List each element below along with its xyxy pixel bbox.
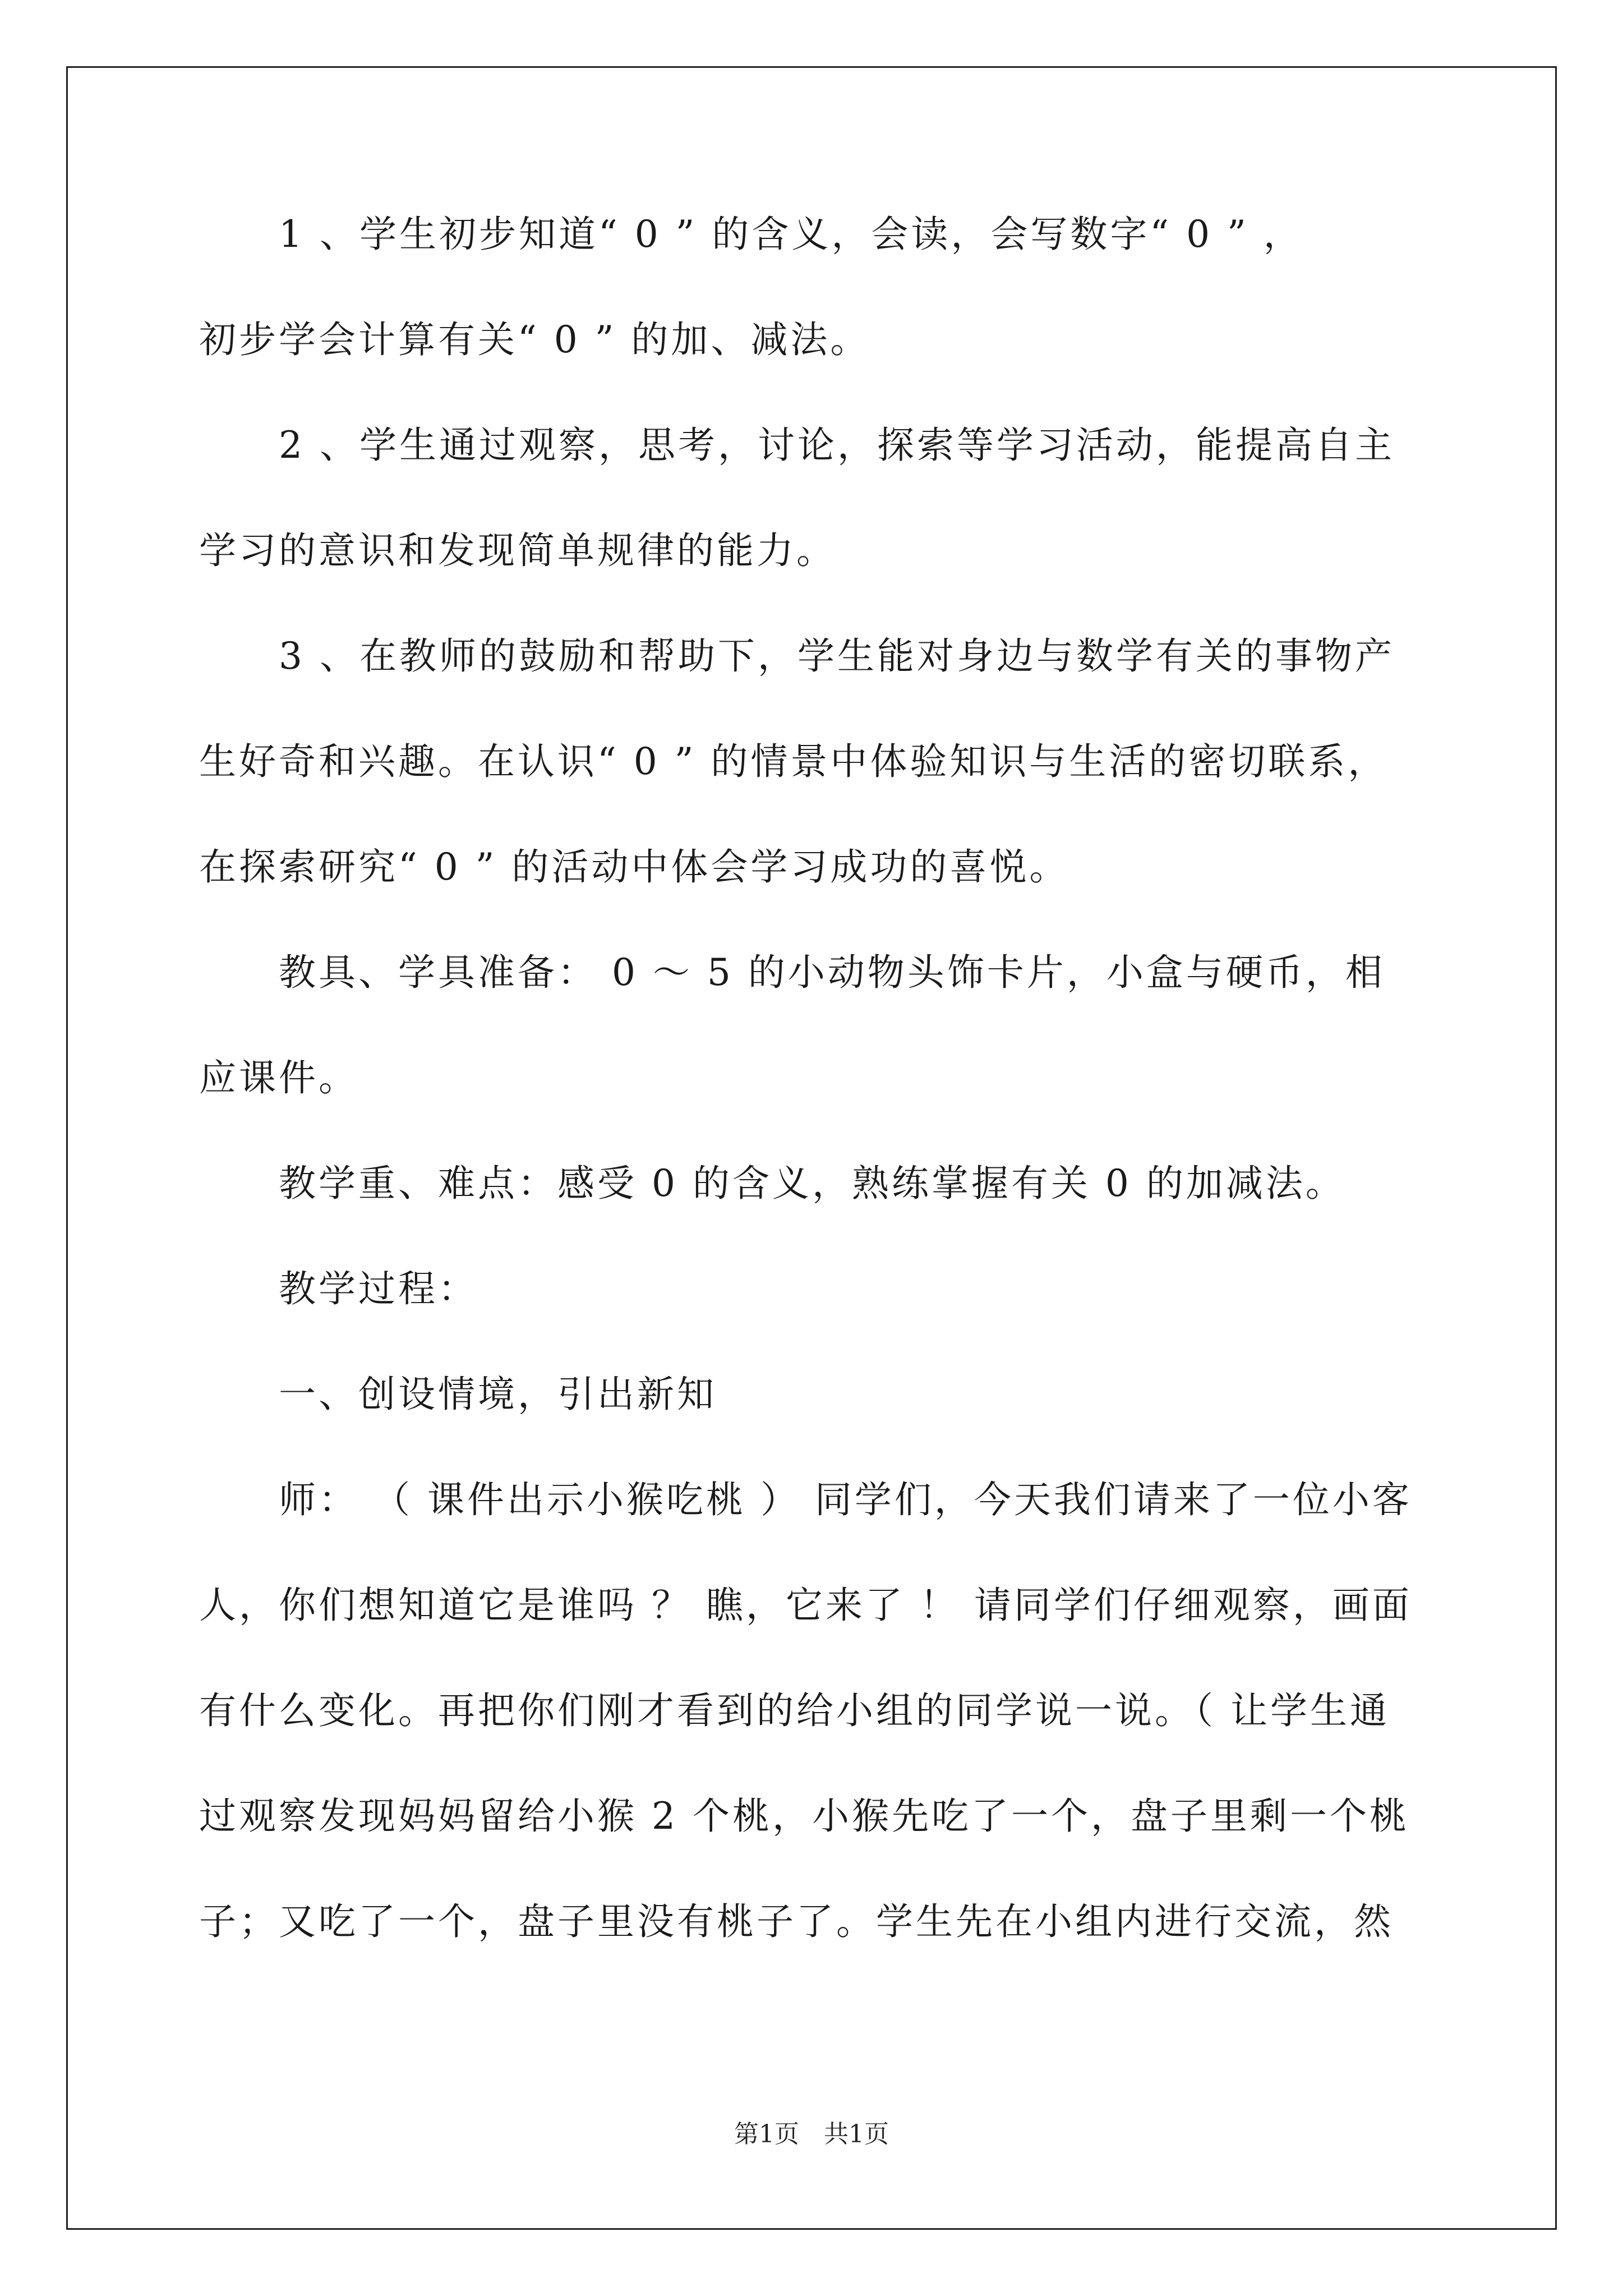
text-line: 在探索研究“ 0 ” 的活动中体会学习成功的喜悦。 bbox=[199, 845, 1069, 889]
text-line: 应课件。 bbox=[199, 1056, 358, 1099]
text-line: 1 、学生初步知道“ 0 ” 的含义，会读，会写数字“ 0 ” ， bbox=[279, 213, 1303, 256]
text-line: 子；又吃了一个，盘子里没有桃子了。学生先在小组内进行交流，然 bbox=[199, 1900, 1394, 1943]
text-line: 过观察发现妈妈留给小猴 2 个桃，小猴先吃了一个，盘子里剩一个桃 bbox=[199, 1795, 1409, 1838]
page-number-footer: 第1页 共1页 bbox=[734, 2120, 889, 2148]
text-line: 生好奇和兴趣。在认识“ 0 ” 的情景中体验知识与生活的密切联系， bbox=[199, 740, 1388, 783]
text-line: 初步学会计算有关“ 0 ” 的加、减法。 bbox=[199, 318, 870, 361]
text-line: 教学过程： bbox=[279, 1267, 478, 1310]
text-line: 2 、学生通过观察，思考，讨论，探索等学习活动，能提高自主 bbox=[279, 424, 1395, 467]
text-line: 人，你们想知道它是谁吗 ？ 瞧，它来了 ！ 请同学们仔细观察，画面 bbox=[199, 1584, 1412, 1627]
text-line: 学习的意识和发现简单规律的能力。 bbox=[199, 529, 836, 572]
text-line: 3 、在教师的鼓励和帮助下，学生能对身边与数学有关的事物产 bbox=[279, 634, 1395, 678]
document-body bbox=[199, 213, 1433, 2006]
text-line: 教学重、难点：感受 0 的含义，熟练掌握有关 0 的加减法。 bbox=[279, 1162, 1345, 1205]
text-line: 教具、学具准备： 0 ～ 5 的小动物头饰卡片，小盒与硬币，相 bbox=[279, 951, 1385, 994]
text-line: 师： （ 课件出示小猴吃桃 ） 同学们，今天我们请来了一位小客 bbox=[279, 1478, 1412, 1521]
text-line: 有什么变化。再把你们刚才看到的给小组的同学说一说。（ 让学生通 bbox=[199, 1689, 1390, 1732]
text-line: 一、创设情境，引出新知 bbox=[279, 1373, 717, 1416]
